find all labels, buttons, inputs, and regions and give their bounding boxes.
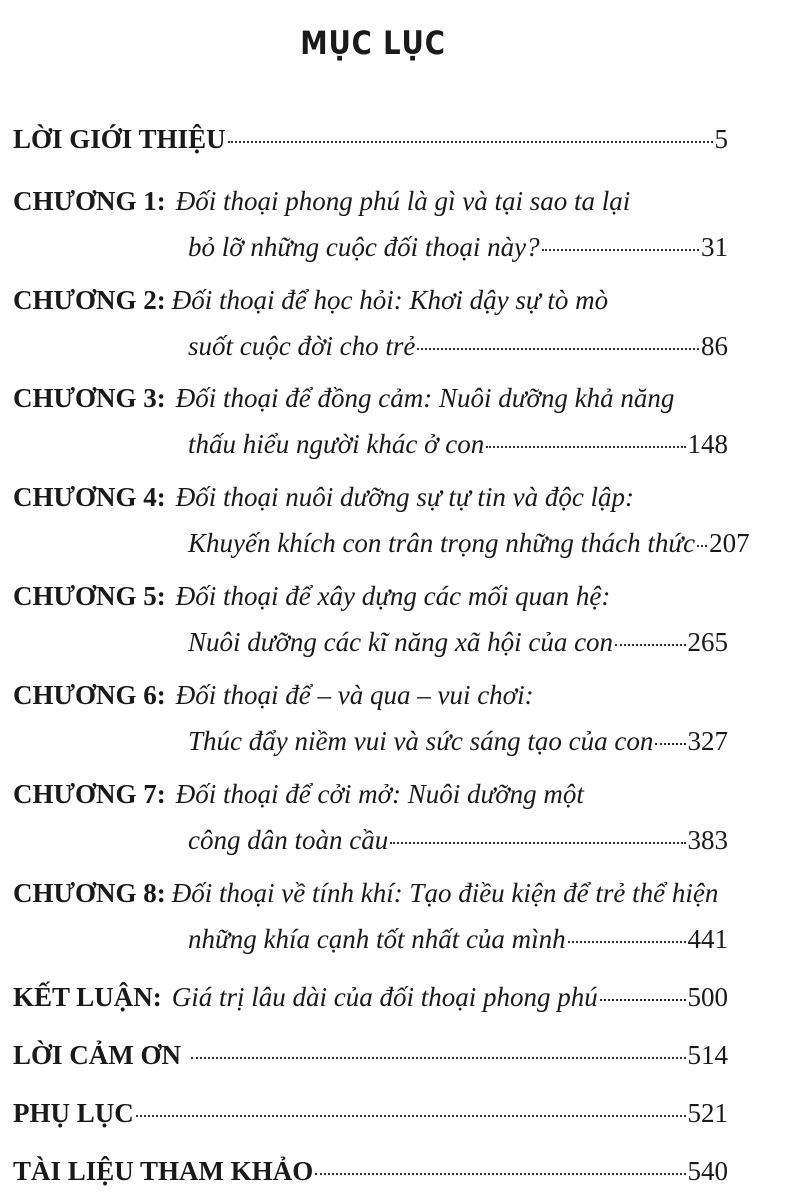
page-number: 148 <box>687 429 728 459</box>
chapter-label: CHƯƠNG 6: <box>13 680 166 710</box>
chapter-title-line-1: Đối thoại để học hỏi: Khơi dậy sự tò mò <box>171 285 609 315</box>
toc-entry-chapter-6[interactable] <box>13 672 728 764</box>
dot-leader <box>191 1055 686 1059</box>
page-number: 383 <box>687 825 728 855</box>
toc-entry-chapter-5[interactable] <box>13 573 728 665</box>
dot-leader <box>228 139 713 143</box>
toc-label: PHỤ LỤC <box>13 1098 134 1128</box>
page-number: 86 <box>701 331 728 361</box>
chapter-title-line-2: công dân toàn cầu <box>188 825 389 855</box>
chapter-title-line-1: Đối thoại về tính khí: Tạo điều kiện để trẻ thể hiện <box>171 878 719 908</box>
dot-leader <box>417 346 699 350</box>
chapter-title-line-1: Đối thoại nuôi dưỡng sự tự tin và độc lập: <box>175 482 635 512</box>
dot-leader <box>390 840 685 844</box>
dot-leader <box>542 247 699 251</box>
dot-leader <box>568 939 686 943</box>
toc-label: LỜI GIỚI THIỆU <box>13 124 226 154</box>
toc-entry-intro[interactable] <box>13 116 728 162</box>
chapter-label: CHƯƠNG 7: <box>13 779 166 809</box>
chapter-label: CHƯƠNG 1: <box>13 186 166 216</box>
chapter-title-line-1: Đối thoại để xây dựng các mối quan hệ: <box>175 581 611 611</box>
chapter-label: CHƯƠNG 4: <box>13 482 166 512</box>
toc-entry-chapter-7[interactable] <box>13 771 728 863</box>
chapter-label: CHƯƠNG 8: <box>13 878 166 908</box>
dot-leader <box>486 444 685 448</box>
chapter-title-line-2: suốt cuộc đời cho trẻ <box>188 331 416 361</box>
toc-entry-acknowledgements[interactable] <box>13 1032 728 1078</box>
chapter-label: CHƯƠNG 3: <box>13 383 166 413</box>
toc-entry-chapter-8[interactable] <box>13 870 728 962</box>
page-title: MỤC LỤC <box>300 24 446 62</box>
page-number: 500 <box>687 982 728 1012</box>
chapter-label: CHƯƠNG 2: <box>13 285 166 315</box>
toc-entry-chapter-2[interactable] <box>13 277 728 369</box>
toc-entry-chapter-3[interactable] <box>13 375 728 467</box>
chapter-title-line-2: Nuôi dưỡng các kĩ năng xã hội của con <box>188 627 614 657</box>
page-number: 31 <box>701 232 728 262</box>
toc-label: LỜI CẢM ƠN <box>13 1040 181 1070</box>
chapter-title-line-1: Đối thoại để cởi mở: Nuôi dưỡng một <box>175 779 584 809</box>
dot-leader <box>655 741 685 745</box>
dot-leader <box>615 642 685 646</box>
conclusion-title: Giá trị lâu dài của đối thoại phong phú <box>171 982 598 1012</box>
page-number: 441 <box>687 924 728 954</box>
toc-entry-conclusion[interactable] <box>13 974 728 1020</box>
chapter-title-line-1: Đối thoại phong phú là gì và tại sao ta lại <box>175 186 631 216</box>
page-number: 265 <box>687 627 728 657</box>
page-number: 207 <box>709 528 750 558</box>
chapter-title-line-2: Thúc đẩy niềm vui và sức sáng tạo của con <box>188 726 654 756</box>
dot-leader <box>600 997 686 1001</box>
toc-label: TÀI LIỆU THAM KHẢO <box>13 1156 314 1186</box>
page-number: 327 <box>687 726 728 756</box>
page-number: 521 <box>687 1098 728 1128</box>
chapter-title-line-2: Khuyến khích con trân trọng những thách thức <box>188 528 696 558</box>
toc-entry-appendix[interactable] <box>13 1090 728 1136</box>
toc-label: KẾT LUẬN: <box>13 982 162 1012</box>
chapter-label: CHƯƠNG 5: <box>13 581 166 611</box>
page-number: 5 <box>714 124 728 154</box>
chapter-title-line-1: Đối thoại để đồng cảm: Nuôi dưỡng khả năng <box>175 383 675 413</box>
chapter-title-line-1: Đối thoại để – và qua – vui chơi: <box>175 680 534 710</box>
chapter-title-line-2: bỏ lỡ những cuộc đối thoại này? <box>188 232 540 262</box>
page-number: 514 <box>687 1040 728 1070</box>
chapter-title-line-2: những khía cạnh tốt nhất của mình <box>188 924 566 954</box>
chapter-title-line-2: thấu hiểu người khác ở con <box>188 429 485 459</box>
toc-entry-references[interactable] <box>13 1148 728 1194</box>
dot-leader <box>315 1171 685 1175</box>
dot-leader <box>136 1113 686 1117</box>
dot-leader <box>697 543 707 547</box>
toc-entry-chapter-4[interactable] <box>13 474 750 566</box>
page-number: 540 <box>687 1156 728 1186</box>
toc-entry-chapter-1[interactable] <box>13 178 728 270</box>
